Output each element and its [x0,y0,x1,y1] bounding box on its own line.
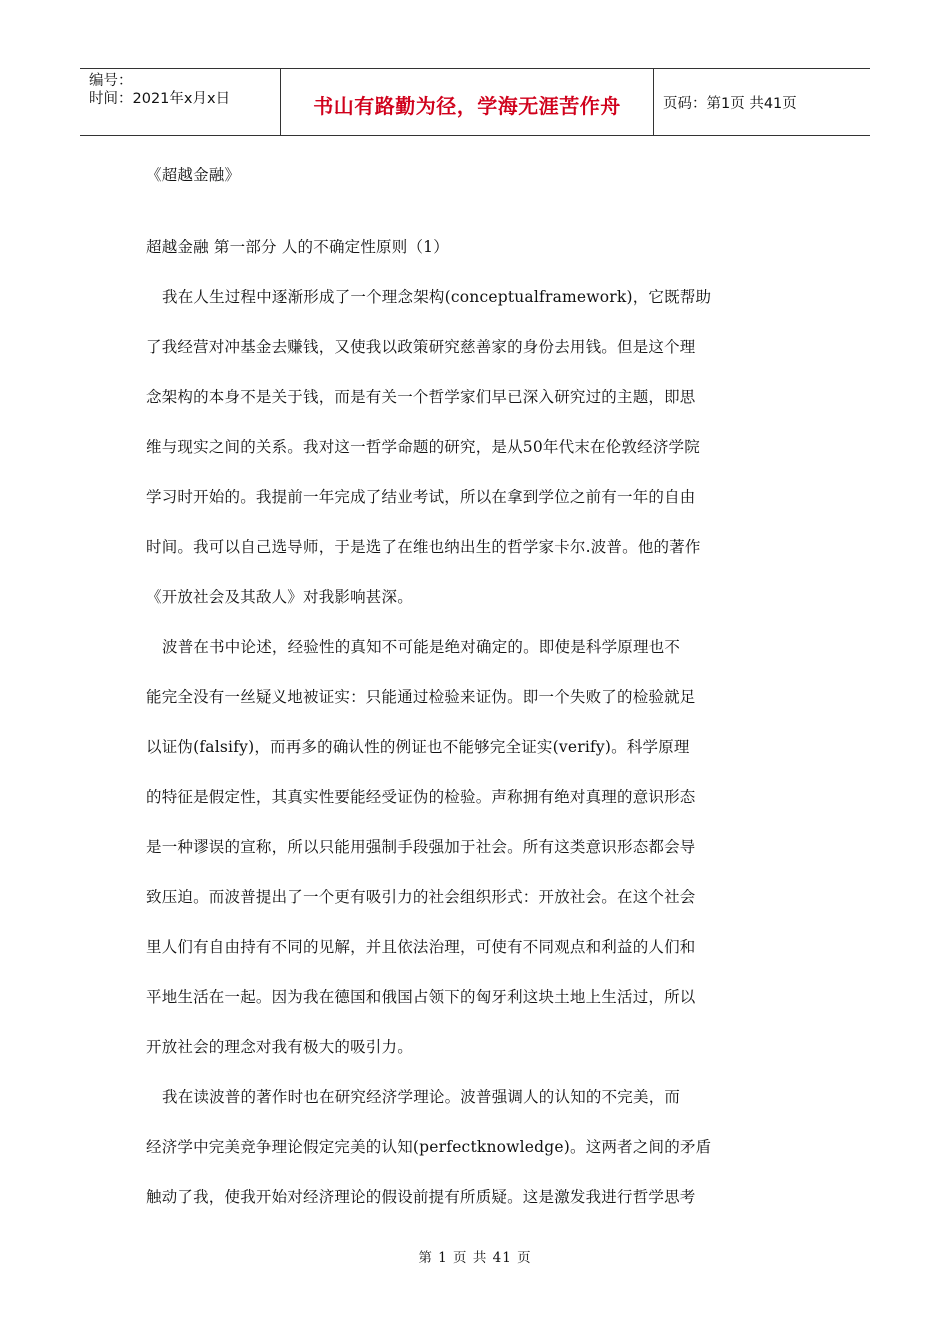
paragraph-line: 《开放社会及其敌人》对我影响甚深。 [146,588,413,606]
header-motto-cell [281,69,654,135]
document-header [80,68,870,136]
paragraph-line: 我在读波普的著作时也在研究经济学理论。波普强调人的认知的不完美，而 [162,1088,681,1106]
paragraph-line: 是一种谬误的宣称，所以只能用强制手段强加于社会。所有这类意识形态都会导 [146,838,696,856]
book-title: 《超越金融》 [146,166,241,184]
paragraph-line: 波普在书中论述，经验性的真知不可能是绝对确定的。即使是科学原理也不 [162,638,681,656]
document-number-label: 编号： [89,73,133,89]
page-footer: 第 1 页 共 41 页 [418,1250,532,1266]
paragraph-line: 念架构的本身不是关于钱，而是有关一个哲学家们早已深入研究过的主题，即思 [146,388,696,406]
paragraph-line: 能完全没有一丝疑义地被证实：只能通过检验来证伪。即一个失败了的检验就足 [146,688,696,706]
paragraph-line: 的特征是假定性，其真实性要能经受证伪的检验。声称拥有绝对真理的意识形态 [146,788,696,806]
paragraph-line: 以证伪(falsify)，而再多的确认性的例证也不能够完全证实(verify)。科学原理 [146,738,690,756]
paragraph-line: 了我经营对冲基金去赚钱，又使我以政策研究慈善家的身份去用钱。但是这个理 [146,338,696,356]
paragraph-line: 致压迫。而波普提出了一个更有吸引力的社会组织形式：开放社会。在这个社会 [146,888,696,906]
paragraph-line: 学习时开始的。我提前一年完成了结业考试，所以在拿到学位之前有一年的自由 [146,488,696,506]
header-meta-cell [80,69,281,135]
document-date-label: 时间：2021年x月x日 [89,91,231,107]
paragraph-line: 平地生活在一起。因为我在德国和俄国占领下的匈牙利这块土地上生活过，所以 [146,988,696,1006]
paragraph-line: 开放社会的理念对我有极大的吸引力。 [146,1038,413,1056]
paragraph-line: 时间。我可以自己选导师，于是选了在维也纳出生的哲学家卡尔.波普。他的著作 [146,538,701,556]
header-page-info: 页码：第1页 共41页 [663,95,797,112]
section-title: 超越金融 第一部分 人的不确定性原则（1） [146,238,449,256]
paragraph-line: 维与现实之间的关系。我对这一哲学命题的研究，是从50年代末在伦敦经济学院 [146,438,700,456]
header-page-cell [654,69,870,135]
paragraph-line: 经济学中完美竞争理论假定完美的认知(perfectknowledge)。这两者之间的矛盾 [146,1138,712,1156]
paragraph-line: 触动了我，使我开始对经济理论的假设前提有所质疑。这是激发我进行哲学思考 [146,1188,696,1206]
paragraph-line: 里人们有自由持有不同的见解，并且依法治理，可使有不同观点和利益的人们和 [146,938,696,956]
paragraph-line: 我在人生过程中逐渐形成了一个理念架构(conceptualframework)，它既帮助 [162,288,712,306]
header-motto: 书山有路勤为径，学海无涯苦作舟 [313,93,621,118]
